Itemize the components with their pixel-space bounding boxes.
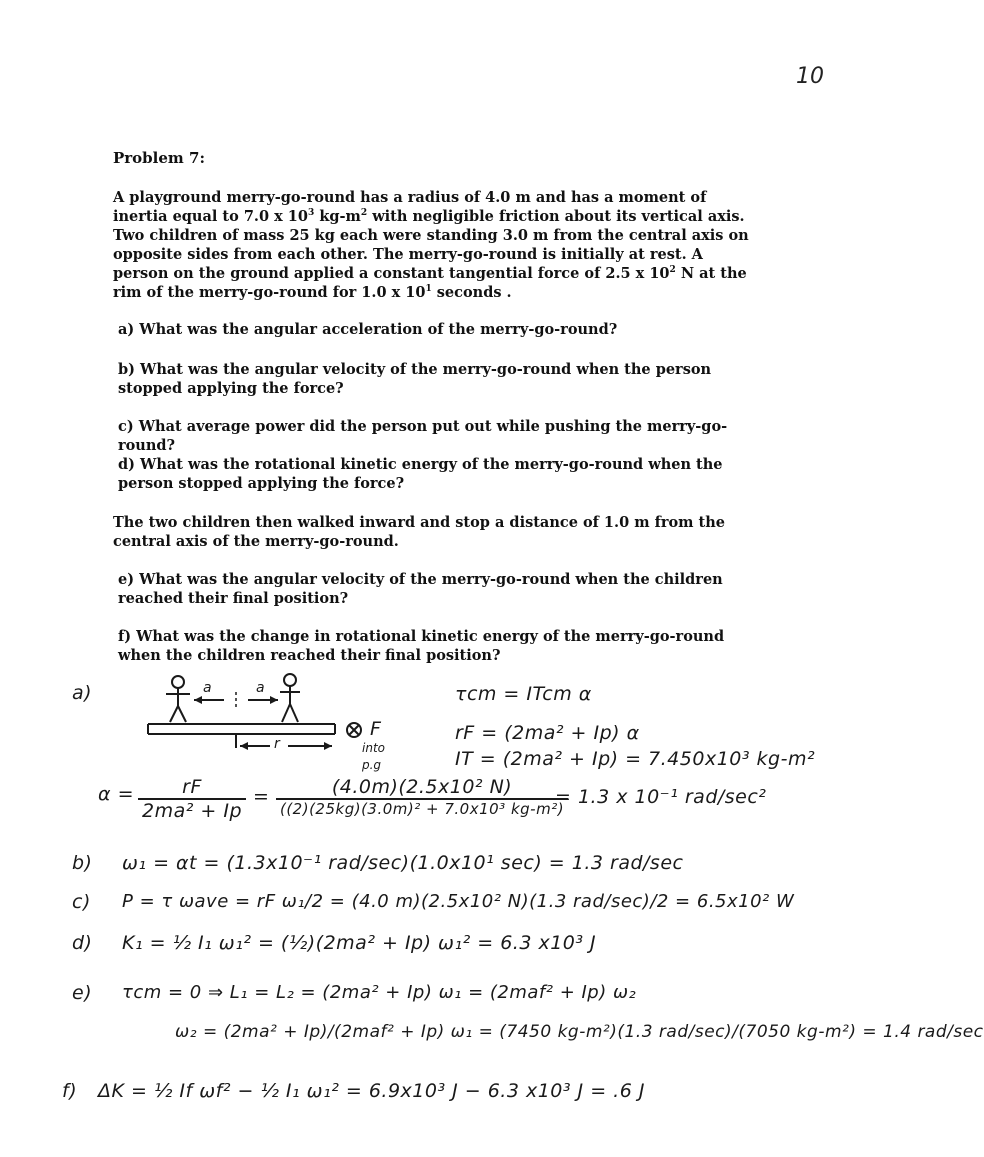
- solution-e-line-1: τcm = 0 ⇒ L₁ = L₂ = (2ma² + Ip) ω₁ = (2maf² + Ip) ω₂: [122, 982, 637, 1003]
- question-f: f) What was the change in rotational kinetic energy of the merry-go-round when the children reached their final position?: [118, 628, 725, 664]
- solution-c-label: c): [72, 891, 91, 913]
- solution-f-line: ΔK = ½ If ωf² − ½ I₁ ω₁² = 6.9x10³ J − 6.3 x10³ J = .6 J: [98, 1080, 645, 1102]
- question-c: c) What average power did the person put out while pushing the merry-go-round?: [118, 418, 728, 454]
- solution-d-label: d): [72, 932, 93, 954]
- diagram-label-r: r: [274, 736, 280, 752]
- diagram-label-a-left: a: [203, 680, 212, 696]
- solution-b-line: ω₁ = αt = (1.3x10⁻¹ rad/sec)(1.0x10¹ sec) = 1.3 rad/sec: [122, 852, 684, 874]
- alpha-lhs: α =: [98, 783, 134, 805]
- solution-a-label: a): [72, 682, 93, 704]
- problem-intro: A playground merry-go-round has a radius of 4.0 m and has a moment of inertia equal to 7.0 x $10^3$ $kg-m^2$ with negligible friction about its vertical axis. Two children of mass 25 kg each were standing 3.0 m from the central axis on opposite sides from each other. The merry-go-round is initially at rest. A person on the ground applied a constant tangential force of 2.5 x $10^2$ N at the rim of the merry-go-round for 1.0 x $10^1$ seconds .: [113, 189, 749, 301]
- platform: [148, 724, 335, 748]
- problem-title: Problem 7:: [113, 149, 205, 167]
- force-into-page-icon: [347, 723, 361, 737]
- page-number: 10: [796, 64, 824, 89]
- child-left-figure: [166, 676, 190, 722]
- solution-f-label: f): [62, 1080, 78, 1102]
- rF-equation: rF = (2ma² + Ip) α: [455, 722, 640, 744]
- question-b: b) What was the angular velocity of the merry-go-round when the person stopped applying the force?: [118, 361, 712, 397]
- solution-d-line: K₁ = ½ I₁ ω₁² = (½)(2ma² + Ip) ω₁² = 6.3 x10³ J: [122, 932, 597, 954]
- radius-arrow: [240, 742, 332, 750]
- solution-e-line-2: ω₂ = (2ma² + Ip)/(2maf² + Ip) ω₁ = (7450 kg-m²)(1.3 rad/sec)/(7050 kg-m²) = 1.4 rad/sec: [175, 1022, 984, 1042]
- alpha-substitution: = $\frac{\text{(4.0m)(2.5x10² N)}}{\text{((2)(25kg)(3.0m)² + 7.0x10³ kg-m²)}}$: [253, 776, 568, 818]
- diagram-label-into: into: [362, 741, 385, 755]
- solution-b-label: b): [72, 852, 93, 874]
- question-transition: The two children then walked inward and stop a distance of 1.0 m from the central axis of the merry-go-round.: [113, 514, 726, 550]
- torque-equation: τcm = ITcm α: [455, 683, 592, 705]
- diagram-label-a-right: a: [256, 680, 265, 696]
- solution-c-line: P = τ ωave = rF ω₁/2 = (4.0 m)(2.5x10² N)(1.3 rad/sec)/2 = 6.5x10² W: [122, 891, 795, 912]
- alpha-result: = 1.3 x 10⁻¹ rad/sec²: [555, 786, 767, 808]
- solution-e-label: e): [72, 982, 93, 1004]
- question-e: e) What was the angular velocity of the merry-go-round when the children reached their final position?: [118, 571, 723, 607]
- question-a: a) What was the angular acceleration of the merry-go-round?: [118, 321, 618, 338]
- question-d: d) What was the rotational kinetic energy of the merry-go-round when the person stopped applying the force?: [118, 456, 723, 492]
- total-inertia-equation: IT = (2ma² + Ip) = 7.450x10³ kg-m²: [455, 748, 816, 770]
- diagram-label-pg: p.g: [362, 758, 382, 772]
- alpha-formula: $\frac{rF}{\text{2ma² + Ip}}$: [138, 776, 246, 822]
- child-right-figure: [280, 674, 300, 722]
- diagram-label-F: F: [370, 718, 381, 740]
